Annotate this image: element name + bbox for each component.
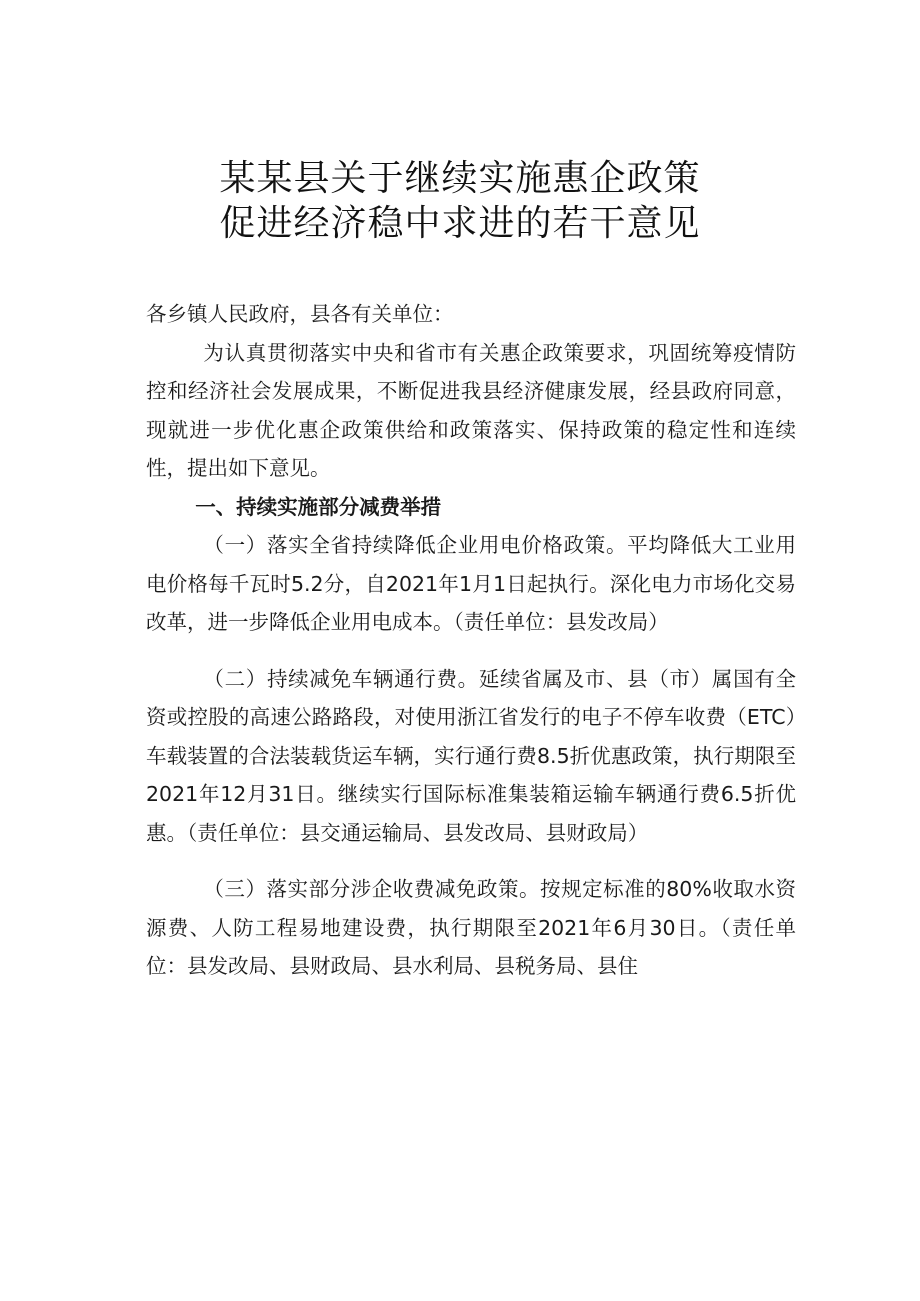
document-title-line1: 某某县关于继续实施惠企政策	[219, 158, 701, 199]
intro-paragraph: 为认真贯彻落实中央和省市有关惠企政策要求，巩固统筹疫情防控和经济社会发展成果，不断促进我县经济健康发展，经县政府同意，现就进一步优化惠企政策供给和政策落实、保持政策的稳定性和连续性，提出如下意见。	[146, 340, 796, 480]
salutation: 各乡镇人民政府，县各有关单位：	[146, 302, 454, 326]
document-body	[146, 295, 796, 986]
document-title-line2: 促进经济稳中求进的若干意见	[219, 203, 701, 244]
policy-item-2: （二）持续减免车辆通行费。延续省属及市、县（市）属国有全资或控股的高速公路路段，对使用浙江省发行的电子不停车收费（ETC）车载装置的合法装载货运车辆，实行通行费8.5折优惠政策，执行期限至2021年12月31日。继续实行国际标准集装箱运输车辆通行费6.5折优惠。（责任单位：县交通运输局、县发改局、县财政局）	[146, 666, 796, 845]
policy-item-1: （一）落实全省持续降低企业用电价格政策。平均降低大工业用电价格每千瓦时5.2分，自2021年1月1日起执行。深化电力市场化交易改革，进一步降低企业用电成本。（责任单位：县发改局）	[146, 533, 796, 634]
policy-item-3: （三）落实部分涉企收费减免政策。按规定标准的80%收取水资源费、人防工程易地建设费，执行期限至2021年6月30日。（责任单位：县发改局、县财政局、县水利局、县税务局、县住	[146, 877, 796, 978]
section-heading: 一、持续实施部分减费举措	[195, 494, 442, 519]
